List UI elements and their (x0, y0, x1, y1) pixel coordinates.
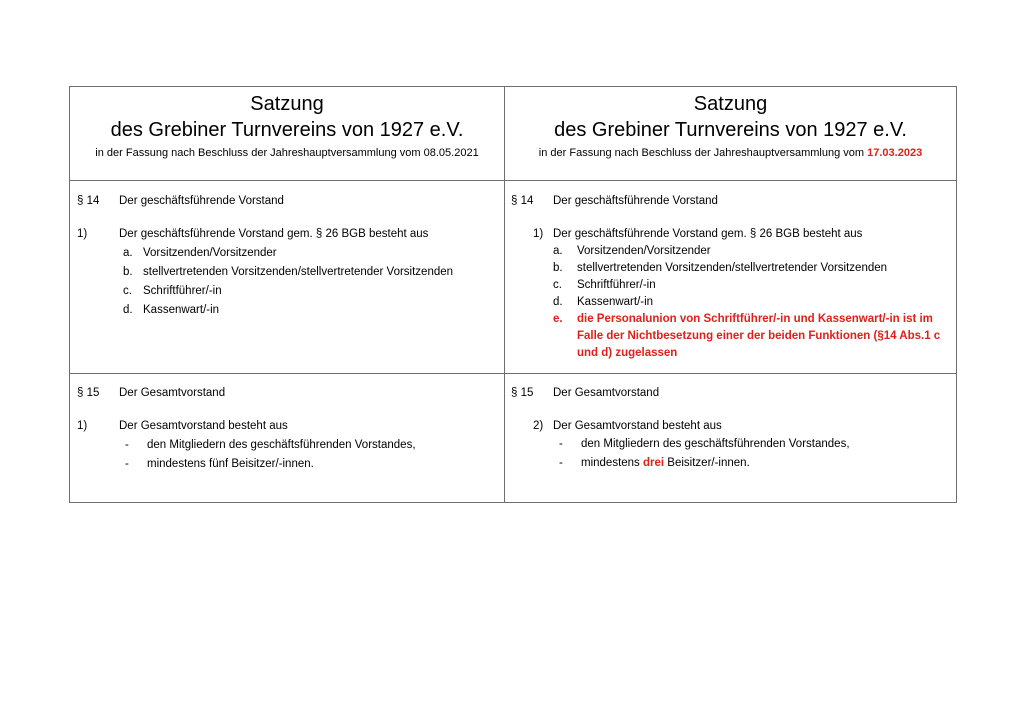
left-s15-title: Der Gesamtvorstand (119, 387, 226, 399)
left-s14-sub-text-a: Vorsitzenden/Vorsitzender (143, 247, 277, 259)
row-divider-header (70, 180, 956, 181)
right-s15-item-text: Der Gesamtvorstand besteht aus (553, 420, 722, 432)
right-s14-item-text: Der geschäftsführende Vorstand gem. § 26 BGB besteht aus (553, 228, 863, 240)
left-s15-item-text: Der Gesamtvorstand besteht aus (119, 420, 288, 432)
right-section-14 (511, 195, 951, 365)
right-s15-heading (511, 387, 911, 403)
right-s14-sub-text-d: Kassenwart/-in (577, 296, 654, 308)
right-s14-sub-letter-d: d. (553, 296, 563, 308)
left-s14-sub-letter-c: c. (123, 285, 132, 297)
right-section-15 (511, 387, 951, 487)
left-header (70, 91, 504, 160)
right-s14-sub-letter-a: a. (553, 245, 563, 257)
right-header (505, 91, 956, 160)
row-divider-s14 (70, 373, 956, 374)
left-section-15 (77, 387, 497, 487)
right-s14-sub-text-c: Schriftführer/-in (577, 279, 656, 291)
right-s14-new-item-letter: e. (553, 313, 563, 325)
right-s15-item-number: 2) (533, 420, 544, 432)
comparison-table (69, 86, 957, 503)
right-s14-item-number: 1) (533, 228, 544, 240)
right-s14-new-item-line1: die Personalunion von Schriftführer/-in und Kassenwart/-in ist im (577, 313, 933, 325)
left-section-14 (77, 195, 497, 365)
left-s15-heading (77, 387, 477, 403)
left-s14-heading (77, 195, 477, 211)
right-s15-bullet2-dash: - (559, 457, 563, 469)
left-s14-number: § 14 (77, 195, 100, 207)
left-s14-item-number: 1) (77, 228, 88, 240)
left-s14-sub-text-c: Schriftführer/-in (143, 285, 222, 297)
right-s15-bullet2-prefix: mindestens (581, 457, 644, 469)
right-s14-sub-text-b: stellvertretenden Vorsitzenden/stellvertretender Vorsitzenden (577, 262, 888, 274)
right-s14-new-item-line2: Falle der Nichtbesetzung einer der beiden Funktionen (§14 Abs.1 c (577, 330, 941, 342)
right-s15-bullet2-text (581, 457, 750, 469)
right-s14-title: Der geschäftsführende Vorstand (553, 195, 718, 207)
left-s15-bullet2-text: mindestens fünf Beisitzer/-innen. (147, 458, 314, 470)
left-s15-bullet1-dash: - (125, 439, 129, 451)
left-s14-sub-letter-d: d. (123, 304, 133, 316)
right-s14-sub-letter-c: c. (553, 279, 562, 291)
right-s15-number: § 15 (511, 387, 534, 399)
left-s15-item-number: 1) (77, 420, 88, 432)
left-s15-bullet2-dash: - (125, 458, 129, 470)
right-s14-sub-letter-b: b. (553, 262, 563, 274)
right-subtitle-prefix: in der Fassung nach Beschluss der Jahreshauptversammlung vom (538, 147, 868, 159)
left-title-line1: Satzung (250, 93, 324, 115)
left-s14-item-text: Der geschäftsführende Vorstand gem. § 26 BGB besteht aus (119, 228, 429, 240)
right-s14-sub-text-a: Vorsitzenden/Vorsitzender (577, 245, 711, 257)
left-s14-sub-letter-a: a. (123, 247, 133, 259)
left-title-line2: des Grebiner Turnvereins von 1927 e.V. (110, 119, 464, 141)
right-subtitle-date: 17.03.2023 (867, 147, 923, 159)
right-title-line2: des Grebiner Turnvereins von 1927 e.V. (554, 119, 907, 141)
left-s14-sub-text-d: Kassenwart/-in (143, 304, 220, 316)
right-s14-number: § 14 (511, 195, 534, 207)
right-s15-bullet1-dash: - (559, 438, 563, 450)
right-s15-bullet2-suffix: Beisitzer/-innen. (664, 457, 750, 469)
left-s14-sub-letter-b: b. (123, 266, 133, 278)
right-subtitle (505, 146, 956, 160)
right-s14-new-item-line3: und d) zugelassen (577, 347, 678, 359)
left-subtitle: in der Fassung nach Beschluss der Jahreshauptversammlung vom 08.05.2021 (95, 147, 479, 159)
right-s15-bullet2-highlight: drei (643, 457, 665, 469)
left-s15-bullet1-text: den Mitgliedern des geschäftsführenden Vorstandes, (147, 439, 416, 451)
right-title-line1: Satzung (693, 93, 768, 115)
left-s14-title: Der geschäftsführende Vorstand (119, 195, 284, 207)
right-s15-bullet1-text: den Mitgliedern des geschäftsführenden Vorstandes, (581, 438, 850, 450)
left-s15-number: § 15 (77, 387, 100, 399)
left-s14-sub-text-b: stellvertretenden Vorsitzenden/stellvertretender Vorsitzenden (143, 266, 454, 278)
right-s14-heading (511, 195, 911, 211)
right-s15-title: Der Gesamtvorstand (553, 387, 660, 399)
